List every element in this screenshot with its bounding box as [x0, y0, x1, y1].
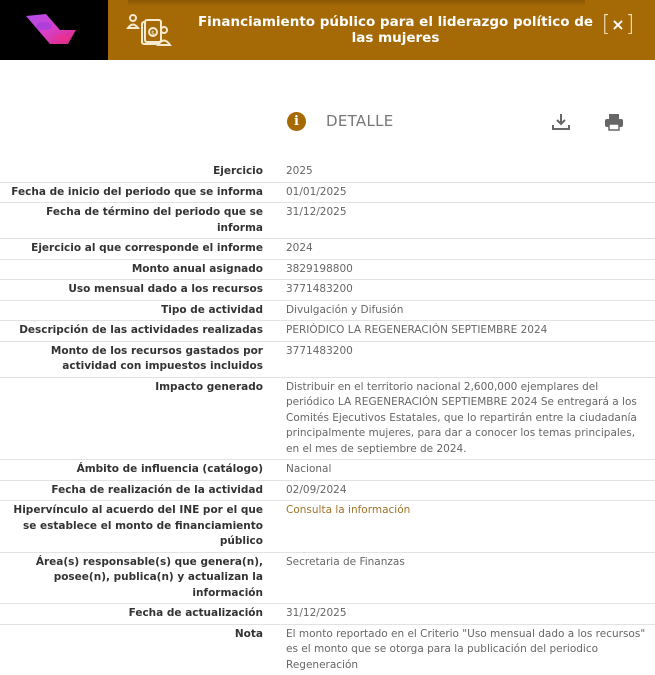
field-label: Hipervínculo al acuerdo del INE por el que se establece el monto de financiamiento público [0, 501, 271, 552]
close-icon: × [611, 15, 624, 35]
field-value: 31/12/2025 [271, 604, 655, 624]
table-row [0, 460, 655, 481]
field-label: Fecha de término del periodo que se informa [0, 203, 271, 238]
detail-toolbar [0, 105, 655, 139]
table-row [0, 378, 655, 461]
section-title: DETALLE [326, 112, 394, 130]
field-value: Divulgación y Difusión [271, 301, 655, 321]
ine-agreement-link[interactable]: Consulta la información [271, 501, 655, 552]
field-value: Distribuir en el territorio nacional 2,600,000 ejemplares del periódico LA REGENERACIÓN SEPTIEMBRE 2024 Se entregará a los Comités Ejecutivos Estatales, que lo repartirán entre la ciudadanía principalmente mujeres, para dar a conocer los temas principales, en el mes de septiembre de 2024. [271, 378, 655, 460]
table-row [0, 301, 655, 322]
field-value: 31/12/2025 [271, 203, 655, 238]
table-row [0, 501, 655, 553]
svg-text:$: $ [151, 30, 155, 37]
detail-table [0, 162, 655, 675]
field-label: Ejercicio al que corresponde el informe [0, 239, 271, 259]
field-label: Nota [0, 625, 271, 675]
table-row [0, 183, 655, 204]
field-label: Fecha de actualización [0, 604, 271, 624]
table-row [0, 203, 655, 239]
field-label: Ámbito de influencia (catálogo) [0, 460, 271, 480]
field-value: 3771483200 [271, 280, 655, 300]
field-label: Fecha de realización de la actividad [0, 481, 271, 501]
info-icon: i [287, 112, 306, 131]
field-value: PERIÓDICO LA REGENERACIÓN SEPTIEMBRE 2024 [271, 321, 655, 341]
logo-icon [24, 12, 84, 46]
field-value: 01/01/2025 [271, 183, 655, 203]
header-bar [108, 0, 655, 60]
download-icon[interactable] [550, 111, 572, 133]
field-label: Uso mensual dado a los recursos [0, 280, 271, 300]
field-value: 2024 [271, 239, 655, 259]
table-row [0, 162, 655, 183]
table-row [0, 239, 655, 260]
field-label: Monto de los recursos gastados por actividad con impuestos incluidos [0, 342, 271, 377]
field-value: 02/09/2024 [271, 481, 655, 501]
financing-people-icon [126, 12, 176, 48]
field-label: Monto anual asignado [0, 260, 271, 280]
table-row [0, 625, 655, 675]
top-bar [0, 0, 655, 60]
table-row [0, 481, 655, 502]
field-label: Fecha de inicio del periodo que se informa [0, 183, 271, 203]
field-label: Tipo de actividad [0, 301, 271, 321]
field-value: El monto reportado en el Criterio "Uso mensual dado a los recursos" es el monto que se otorga para la publicación del periodico Regeneración [271, 625, 655, 675]
table-row [0, 342, 655, 378]
field-label: Descripción de las actividades realizadas [0, 321, 271, 341]
field-value: 3771483200 [271, 342, 655, 377]
table-row [0, 604, 655, 625]
field-value: Nacional [271, 460, 655, 480]
table-row [0, 280, 655, 301]
page-title: Financiamiento público para el liderazgo político de las mujeres [186, 14, 605, 46]
field-value: 2025 [271, 162, 655, 182]
field-value: Secretaria de Finanzas [271, 553, 655, 604]
print-icon[interactable] [603, 111, 625, 133]
table-row [0, 321, 655, 342]
field-label: Ejercicio [0, 162, 271, 182]
logo [0, 0, 108, 60]
close-button[interactable]: [ × ] [603, 13, 633, 37]
field-label: Impacto generado [0, 378, 271, 460]
field-value: 3829198800 [271, 260, 655, 280]
table-row [0, 553, 655, 605]
field-label: Área(s) responsable(s) que genera(n), posee(n), publica(n) y actualizan la información [0, 553, 271, 604]
table-row [0, 260, 655, 281]
